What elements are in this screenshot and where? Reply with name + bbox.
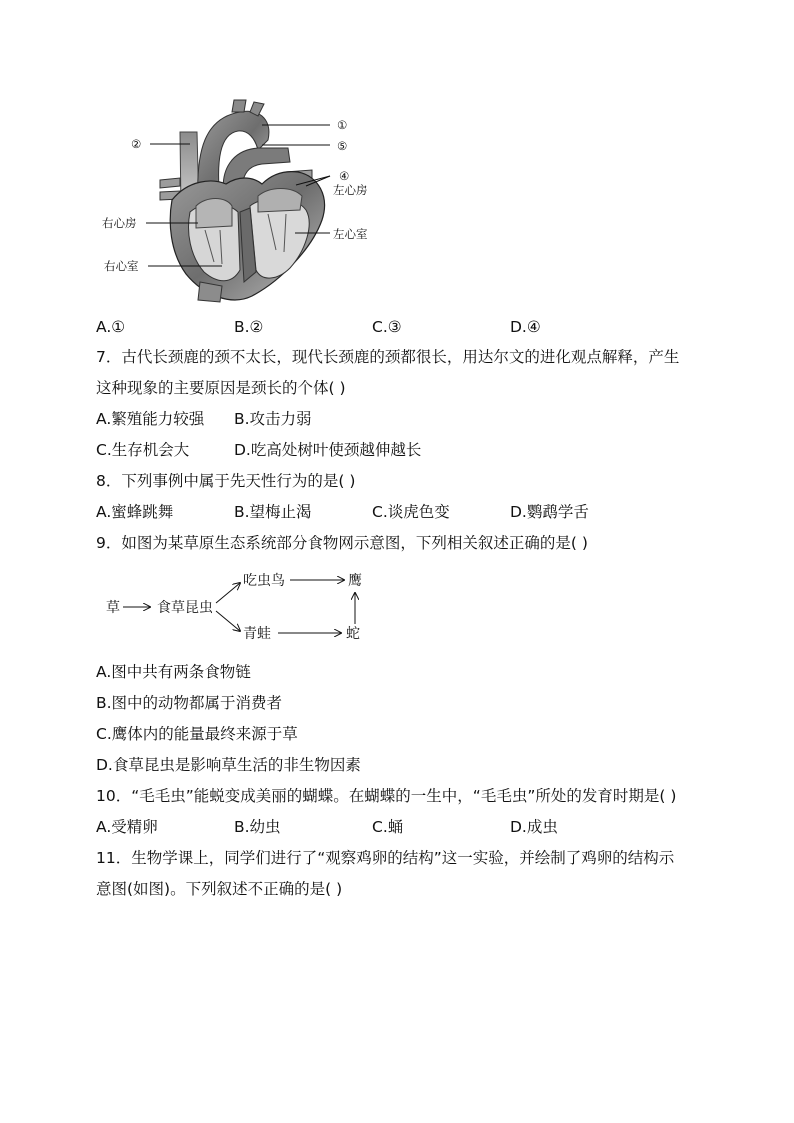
q7-option-b[interactable]: B.攻击力弱 (234, 410, 312, 428)
q10-option-d[interactable]: D.成虫 (510, 818, 558, 836)
node-insectivorous-bird: 吃虫鸟 (243, 573, 285, 589)
q8-option-a[interactable]: A.蜜蜂跳舞 (96, 503, 174, 521)
q8-text: 8．下列事例中属于先天性行为的是( ) (96, 472, 356, 490)
q9-text: 9．如图为某草原生态系统部分食物网示意图，下列相关叙述正确的是( ) (96, 534, 588, 552)
q9-option-d[interactable]: D.食草昆虫是影响草生活的非生物因素 (96, 756, 361, 774)
q8-option-d[interactable]: D.鹦鹉学舌 (510, 503, 589, 521)
node-grass: 草 (106, 600, 120, 616)
q6-option-c[interactable]: C.③ (372, 318, 402, 336)
label-4: ④ (339, 169, 350, 183)
label-2: ② (131, 137, 142, 151)
q9-option-c[interactable]: C.鹰体内的能量最终来源于草 (96, 725, 298, 743)
q10-option-b[interactable]: B.幼虫 (234, 818, 281, 836)
label-1: ① (337, 118, 348, 132)
node-snake: 蛇 (346, 626, 360, 642)
label-right-ventricle: 右心室 (104, 259, 139, 273)
q7-option-a[interactable]: A.繁殖能力较强 (96, 410, 205, 428)
q10-option-a[interactable]: A.受精卵 (96, 818, 158, 836)
q6-option-a[interactable]: A.① (96, 318, 126, 336)
q7-option-c[interactable]: C.生存机会大 (96, 441, 190, 459)
label-right-atrium: 右心房 (102, 216, 137, 230)
node-herbivorous-insect: 食草昆虫 (157, 600, 213, 616)
q9-option-b[interactable]: B.图中的动物都属于消费者 (96, 694, 283, 712)
q10-option-c[interactable]: C.蛹 (372, 818, 404, 836)
q8-option-c[interactable]: C.谈虎色变 (372, 503, 450, 521)
label-left-ventricle: 左心室 (333, 227, 368, 241)
q10-text: 10．“毛毛虫”能蜕变成美丽的蝴蝶。在蝴蝶的一生中，“毛毛虫”所处的发育时期是( ) (96, 787, 677, 805)
q8-option-b[interactable]: B.望梅止渴 (234, 503, 312, 521)
label-left-atrium: 左心房 (333, 183, 368, 197)
q6-option-d[interactable]: D.④ (510, 318, 541, 336)
q11-text-line2: 意图(如图)。下列叙述不正确的是( ) (96, 880, 343, 898)
q7-text-line1: 7．古代长颈鹿的颈不太长，现代长颈鹿的颈都很长，用达尔文的进化观点解释，产生 (96, 348, 680, 366)
node-eagle: 鹰 (348, 573, 362, 589)
q7-option-d[interactable]: D.吃高处树叶使颈越伸越长 (234, 441, 422, 459)
q9-option-a[interactable]: A.图中共有两条食物链 (96, 663, 251, 681)
q7-text-line2: 这种现象的主要原因是颈长的个体( ) (96, 379, 346, 397)
q6-option-b[interactable]: B.② (234, 318, 264, 336)
label-5: ⑤ (337, 139, 348, 153)
node-frog: 青蛙 (243, 626, 271, 642)
q11-text-line1: 11．生物学课上，同学们进行了“观察鸡卵的结构”这一实验，并绘制了鸡卵的结构示 (96, 849, 675, 867)
